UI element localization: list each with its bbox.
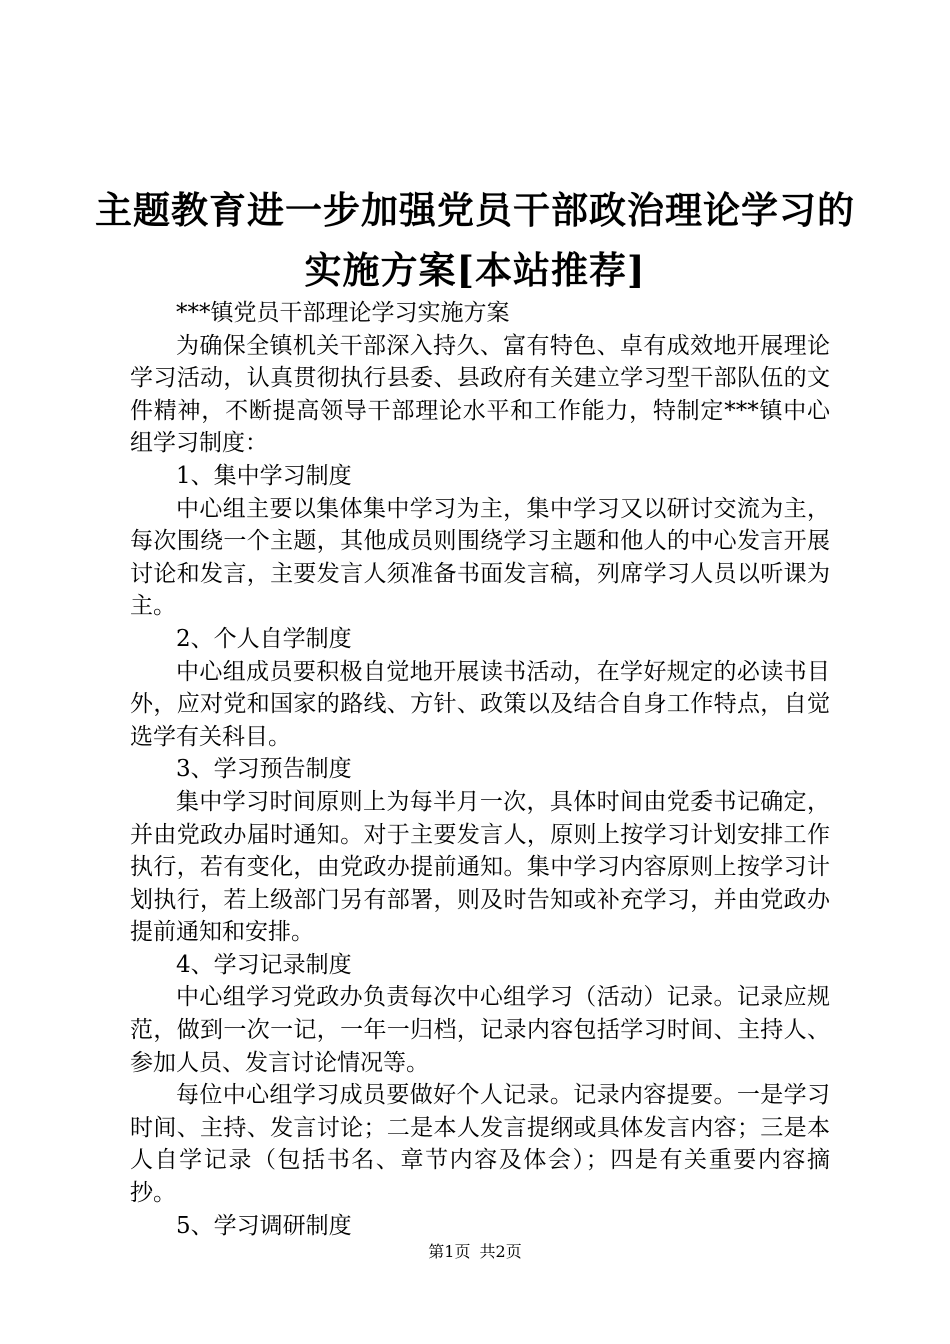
section-heading: 3、学习预告制度 xyxy=(176,756,352,783)
body-paragraph: 集中学习时间原则上为每半月一次，具体时间由党委书记确定，并由党政办届时通知。对于主要发言人，原则上按学习计划安排工作执行，若有变化，由党政办提前通知。集中学习内容原则上按学习计划执行，若上级部门另有部署，则及时告知或补充学习，并由党政办提前通知和安排。 xyxy=(130,788,830,946)
document-title-line-2: 实施方案[本站推荐] xyxy=(304,248,646,292)
body-paragraph: 中心组主要以集体集中学习为主，集中学习又以研讨交流为主，每次围绕一个主题，其他成员则围绕学习主题和他人的中心发言开展讨论和发言，主要发言人须准备书面发言稿，列席学习人员以听课为主。 xyxy=(130,495,830,620)
page-total: 共2页 xyxy=(479,1242,522,1261)
section-heading: 2、个人自学制度 xyxy=(176,625,352,652)
section-heading: 1、集中学习制度 xyxy=(176,462,352,489)
section-heading: ***镇党员干部理论学习实施方案 xyxy=(176,300,510,326)
body-paragraph: 中心组成员要积极自觉地开展读书活动，在学好规定的必读书目外，应对党和国家的路线、方针、政策以及结合自身工作特点，自觉选学有关科目。 xyxy=(130,658,830,750)
body-paragraph: 为确保全镇机关干部深入持久、富有特色、卓有成效地开展理论学习活动，认真贯彻执行县委、县政府有关建立学习型干部队伍的文件精神，不断提高领导干部理论水平和工作能力，特制定***镇中心组学习制度： xyxy=(130,332,830,457)
section-heading: 4、学习记录制度 xyxy=(176,951,352,978)
page-number: 第1页 xyxy=(428,1242,471,1261)
page-footer xyxy=(0,1244,950,1260)
document-body xyxy=(130,297,830,1242)
document-title-line-1: 主题教育进一步加强党员干部政治理论学习的 xyxy=(95,188,855,232)
body-paragraph: 每位中心组学习成员要做好个人记录。记录内容提要。一是学习时间、主持、发言讨论；二是本人发言提纲或具体发言内容；三是本人自学记录（包括书名、章节内容及体会）；四是有关重要内容摘抄。 xyxy=(130,1082,830,1207)
body-paragraph: 中心组学习党政办负责每次中心组学习（活动）记录。记录应规范，做到一次一记，一年一归档，记录内容包括学习时间、主持人、参加人员、发言讨论情况等。 xyxy=(130,984,830,1076)
section-heading: 5、学习调研制度 xyxy=(176,1212,352,1239)
